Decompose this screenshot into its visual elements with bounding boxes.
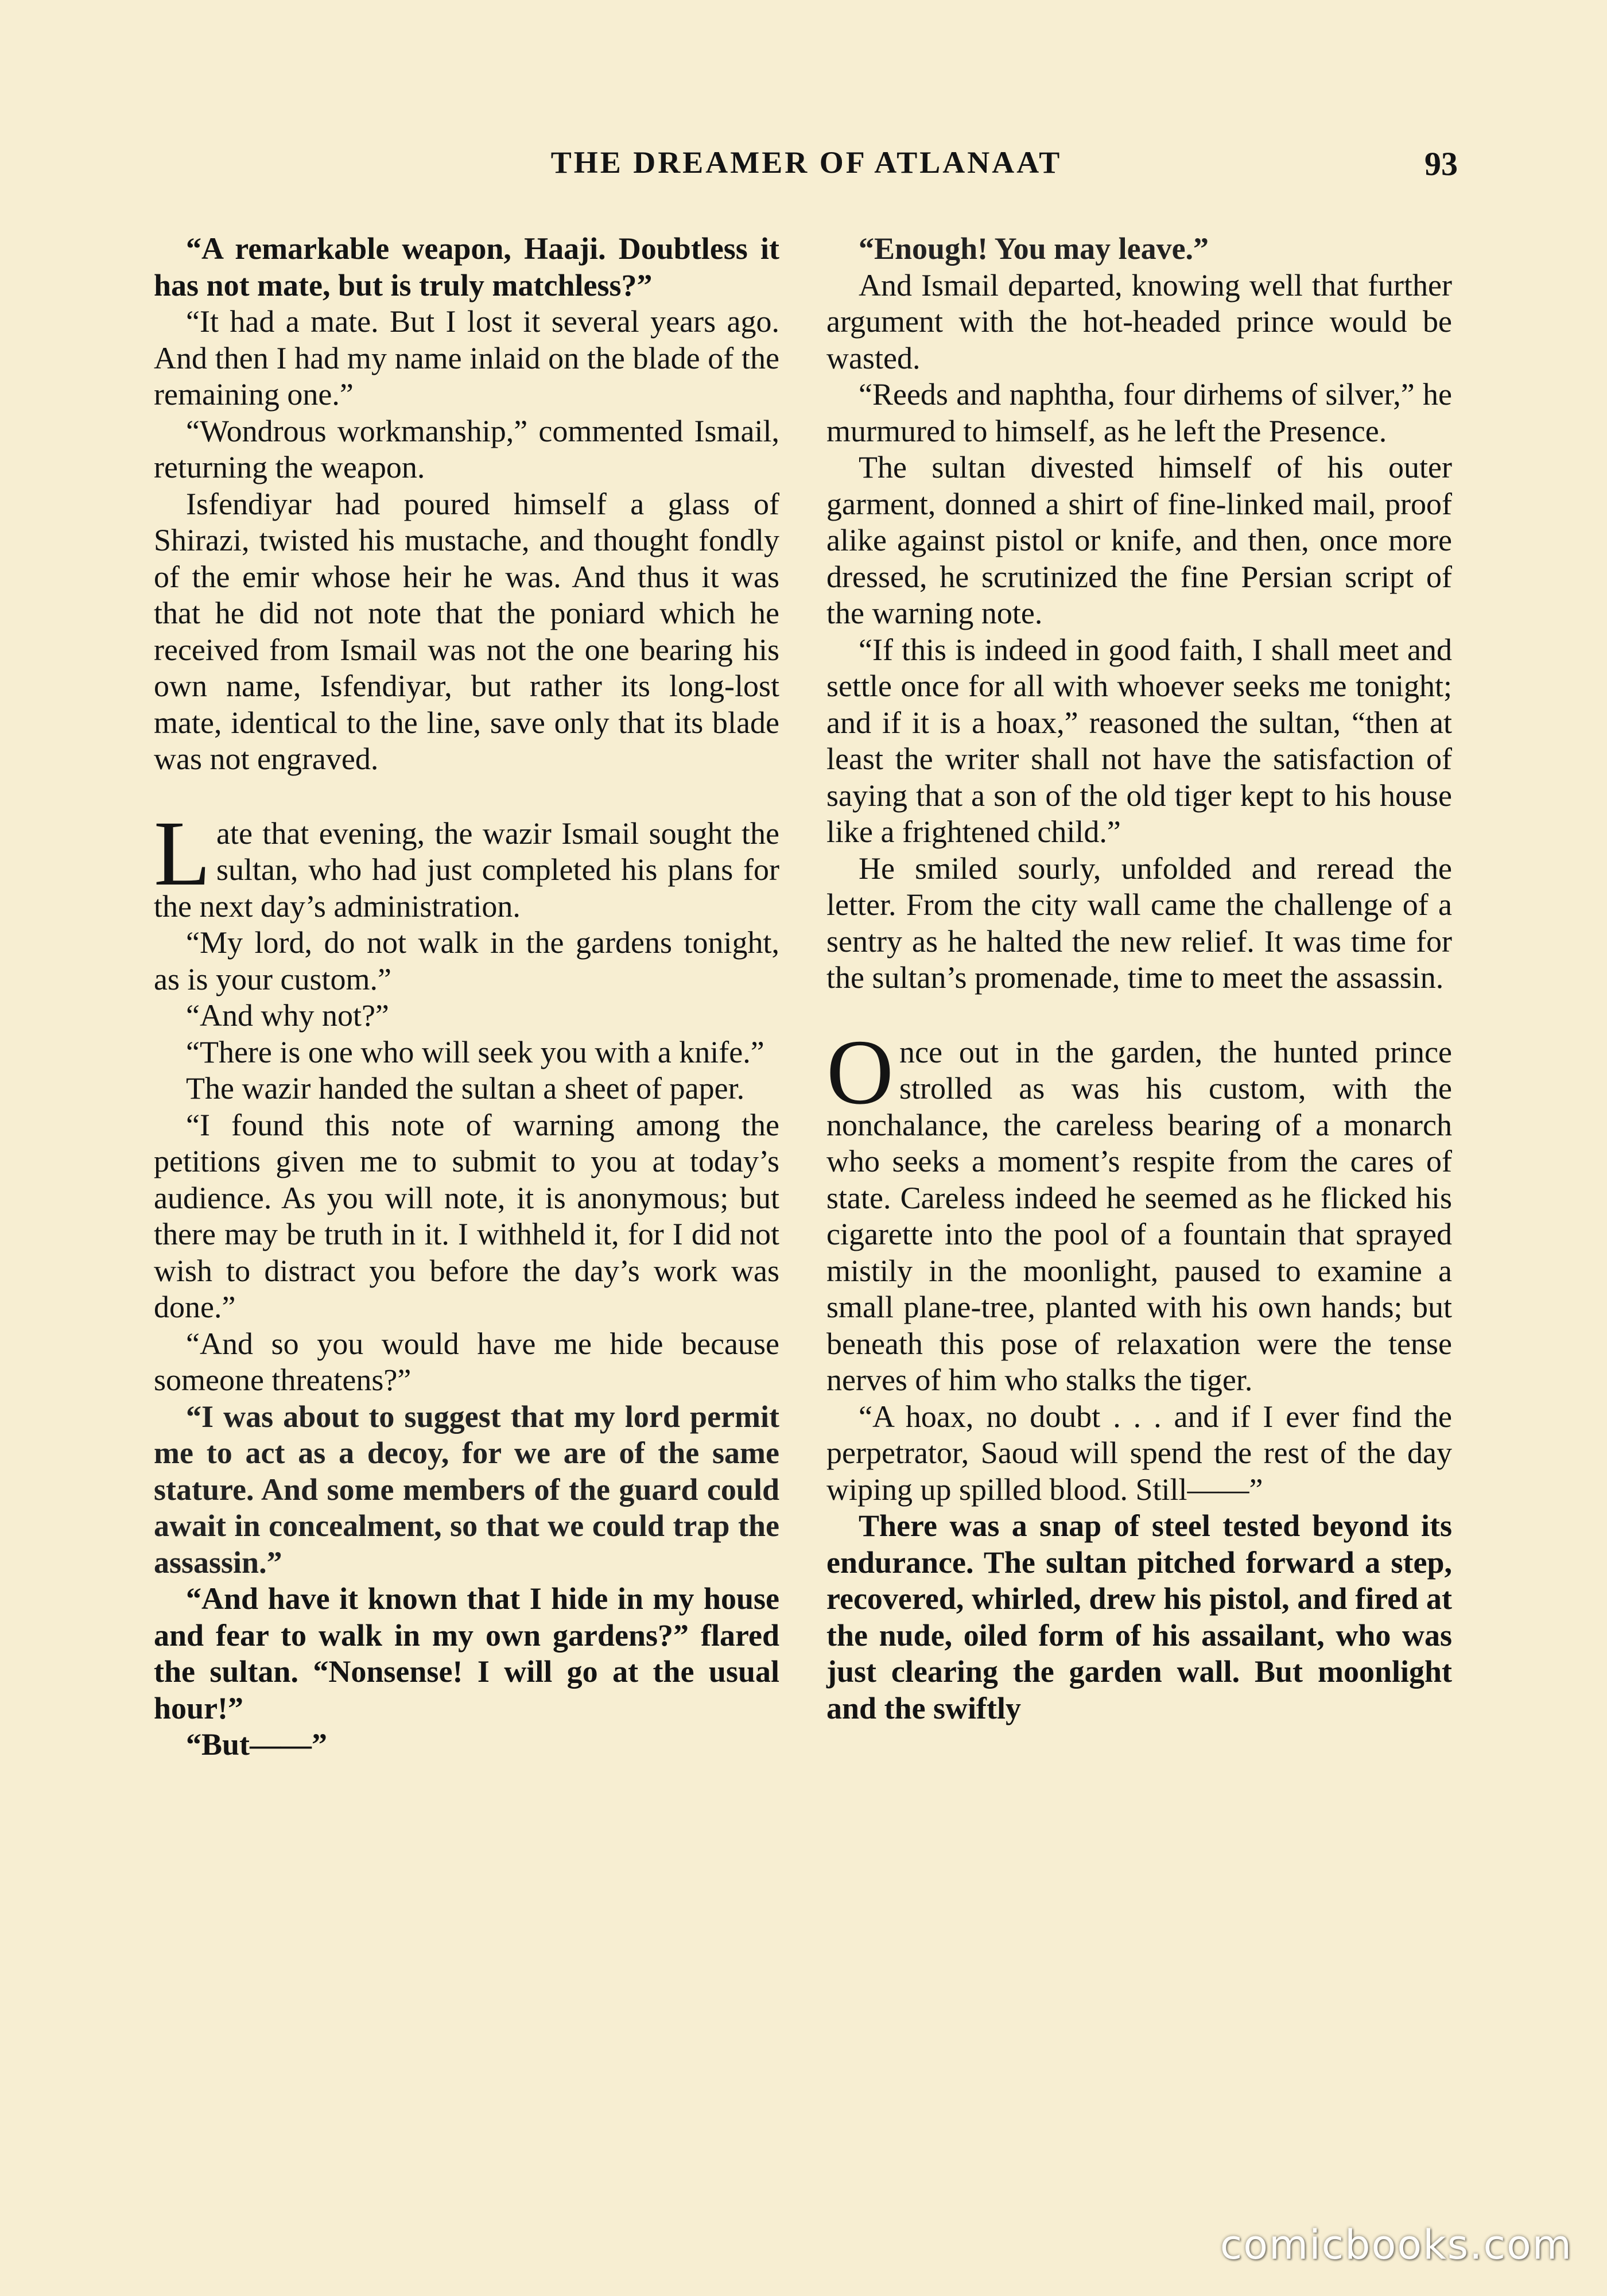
section-opening-paragraph: Once out in the garden, the hunted prince strolled as was his custom, with the nonchalance, the careless bearing of a monarch who seeks a moment’s respite from the cares of state. Careless indeed he seemed as he flicked his cigarette into the pool of a fountain that sprayed mistily in the moonlight, paused to examine a small plane-tree, planted with his own hands; but beneath this pose of relaxation were the tense nerves of him who stalks the tiger. <box>826 1021 1452 1397</box>
paragraph: There was a snap of steel tested beyond its endurance. The sultan pitched forward a step, recovered, whirled, drew his pistol, and fired at the nude, oiled form of his assailant, who was just clearing the garden wall. But moonlight and the swiftly <box>826 1508 1452 1725</box>
running-title: THE DREAMER OF ATLANAAT <box>550 145 1062 180</box>
paragraph: “Wondrous workmanship,” commented Ismail, returning the weapon. <box>154 413 779 484</box>
paragraph: “And why not?” <box>186 998 389 1033</box>
paragraph: “If this is indeed in good faith, I shall meet and settle once for all with whoever seeks me tonight; and if it is a hoax,” reasoned the sultan, “then at least the writer shall not have the satisfaction of saying that a son of the old tiger kept to his house like a frightened child.” <box>826 632 1452 849</box>
section-opening-paragraph: Late that evening, the wazir Ismail sought the sultan, who had just completed his plans for the next day’s administration. <box>154 802 779 924</box>
paragraph: “Enough! You may leave.” <box>859 231 1209 266</box>
paragraph: And Ismail departed, knowing well that further argument with the hot-headed prince would be wasted. <box>826 267 1452 375</box>
paragraph: “Reeds and naphtha, four dirhems of silver,” he murmured to himself, as he left the Presence. <box>826 377 1452 448</box>
paragraph: “But——” <box>186 1727 328 1762</box>
paragraph: “And have it known that I hide in my house and fear to walk in my own gardens?” flared the sultan. “Nonsense! I will go at the usual hour!” <box>154 1581 779 1725</box>
paragraph: He smiled sourly, unfolded and reread the letter. From the city wall came the challenge of a sentry as he halted the new relief. It was time for the sultan’s promenade, time to meet the assassin. <box>826 851 1452 995</box>
paragraph: “I found this note of warning among the petitions given me to submit to you at today’s audience. As you will note, it is anonymous; but there may be truth in it. I withheld it, for I did not wish to distract you before the day’s work was done.” <box>154 1107 779 1324</box>
paragraph: Isfendiyar had poured himself a glass of Shirazi, twisted his mustache, and thought fondly of the emir whose heir he was. And thus it was that he did not note that the poniard which he received from Ismail was not the one bearing his own name, Isfendiyar, but rather its long-lost mate, identical to the line, save only that its blade was not engraved. <box>154 486 779 776</box>
paragraph: “There is one who will seek you with a knife.” <box>186 1034 764 1069</box>
page-header <box>155 145 1458 191</box>
paragraph: “It had a mate. But I lost it several years ago. And then I had my name inlaid on the blade of the remaining one.” <box>154 304 779 412</box>
right-column <box>826 231 1452 1727</box>
paragraph: “And so you would have me hide because someone threatens?” <box>154 1326 779 1397</box>
paragraph: “A remarkable weapon, Haaji. Doubtless it has not mate, but is truly matchless?” <box>154 231 779 302</box>
page-number: 93 <box>1424 145 1458 183</box>
paragraph: “I was about to suggest that my lord permit me to act as a decoy, for we are of the same stature. And some members of the guard could await in concealment, so that we could trap the assassin.” <box>154 1399 779 1580</box>
paragraph: The wazir handed the sultan a sheet of paper. <box>186 1071 745 1106</box>
watermark: comicbooks.com <box>1220 2221 1573 2268</box>
paragraph: “My lord, do not walk in the gardens tonight, as is your custom.” <box>154 925 779 996</box>
left-column <box>154 231 779 1763</box>
paragraph: The sultan divested himself of his outer garment, donned a shirt of fine-linked mail, proof alike against pistol or knife, and then, once more dressed, he scrutinized the fine Persian script of the warning note. <box>826 450 1452 630</box>
paragraph: “A hoax, no doubt . . . and if I ever find the perpetrator, Saoud will spend the rest of the day wiping up spilled blood. Still——” <box>826 1399 1452 1507</box>
